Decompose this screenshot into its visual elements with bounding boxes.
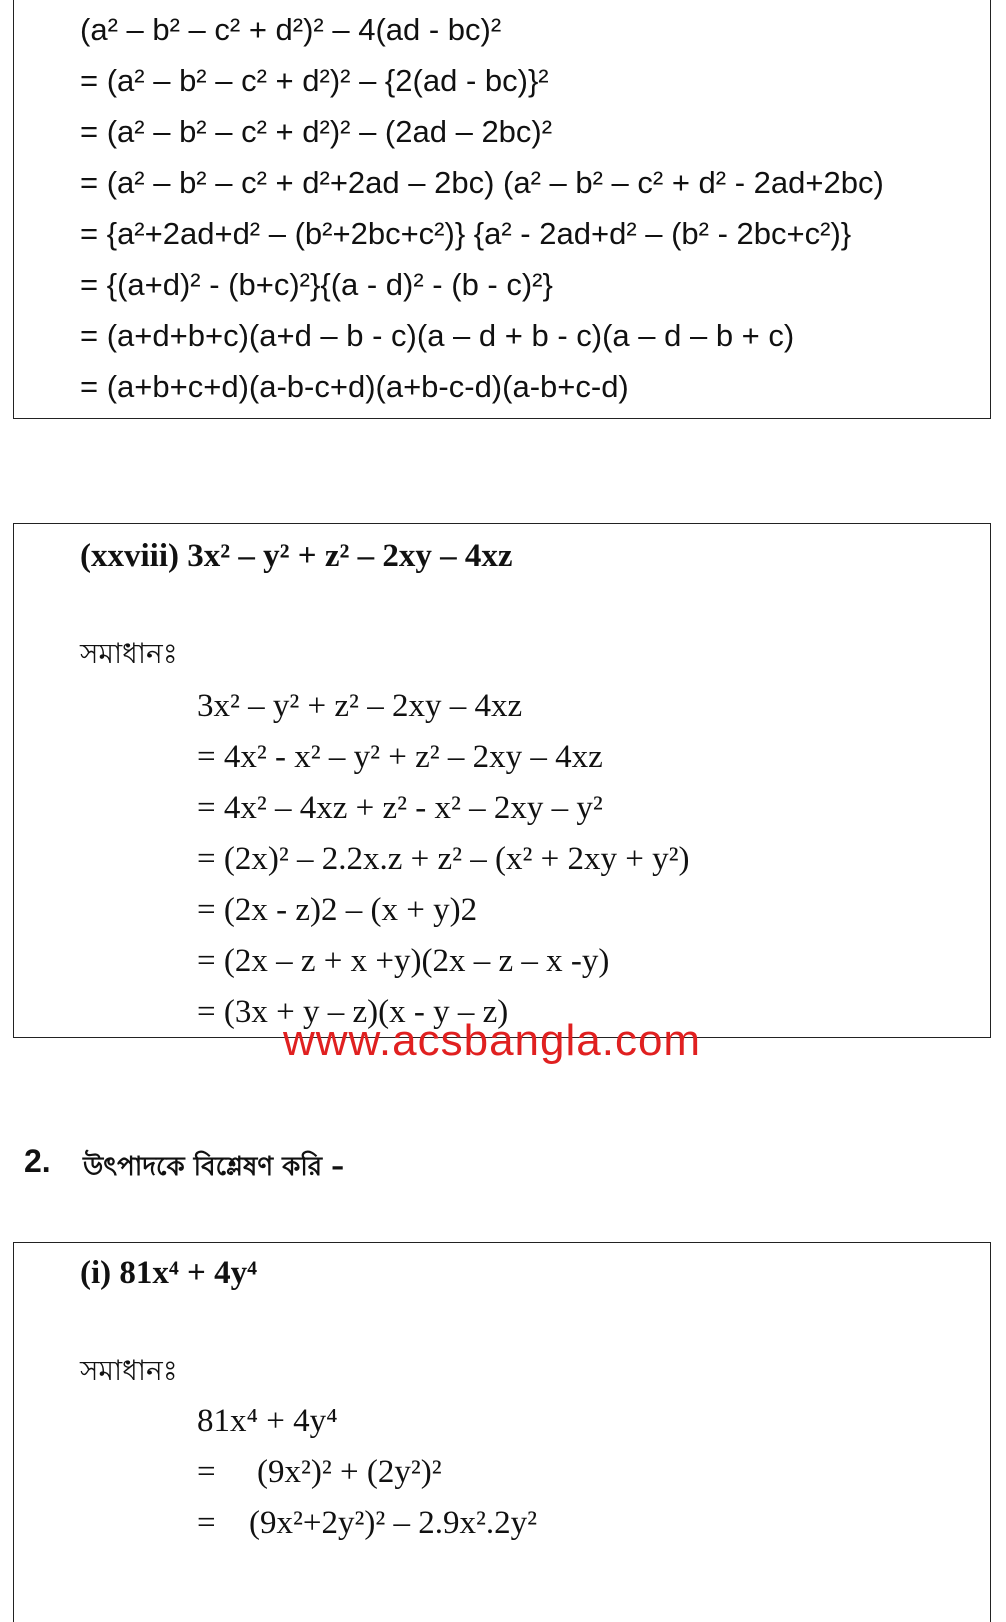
equation-line: = {(a+d)² - (b+c)²}{(a - d)² - (b - c)²} <box>80 267 553 302</box>
equation-line: 3x² – y² + z² – 2xy – 4xz <box>197 688 523 724</box>
equation-line: (a² – b² – c² + d²)² – 4(ad - bc)² <box>80 12 502 47</box>
solution-box-3 <box>13 1242 991 1622</box>
equation-line: = (2x – z + x +y)(2x – z – x -y) <box>197 943 610 979</box>
equation-step <box>197 1503 537 1543</box>
equals-sign: = <box>197 1505 216 1541</box>
equation-line: = (a² – b² – c² + d²+2ad – 2bc) (a² – b² – c² + d² - 2ad+2bc) <box>80 165 884 200</box>
equation-line: = (a² – b² – c² + d²)² – (2ad – 2bc)² <box>80 114 553 149</box>
step-expression: (9x²)² + (2y²)² <box>257 1454 442 1490</box>
question-text: উৎপাদকে বিশ্লেষণ করি – <box>83 1152 345 1182</box>
equation-line: = (a+b+c+d)(a-b-c+d)(a+b-c-d)(a-b+c-d) <box>80 369 629 404</box>
problem-heading: (i) 81x⁴ + 4y⁴ <box>80 1255 257 1291</box>
equation-step <box>197 1452 442 1492</box>
step-expression: (9x²+2y²)² – 2.9x².2y² <box>249 1505 538 1541</box>
equation-line: = 4x² – 4xz + z² - x² – 2xy – y² <box>197 790 603 826</box>
equation-line: = (2x - z)2 – (x + y)2 <box>197 892 478 928</box>
solution-box-2 <box>13 523 991 1038</box>
equation-line: = {a²+2ad+d² – (b²+2bc+c²)} {a² - 2ad+d² – (b² - 2bc+c²)} <box>80 216 852 251</box>
solution-label: সমাধানঃ <box>80 637 178 670</box>
solution-box-1 <box>13 0 991 419</box>
equation-line: = 4x² - x² – y² + z² – 2xy – 4xz <box>197 739 603 775</box>
question-number: 2. <box>24 1143 51 1179</box>
equation-line: = (a² – b² – c² + d²)² – {2(ad - bc)}² <box>80 63 549 98</box>
equals-sign: = <box>197 1454 216 1490</box>
equation-line: = (a+d+b+c)(a+d – b - c)(a – d + b - c)(a – d – b + c) <box>80 318 795 353</box>
problem-heading: (xxviii) 3x² – y² + z² – 2xy – 4xz <box>80 538 513 574</box>
solution-label: সমাধানঃ <box>80 1354 178 1387</box>
equation-line: = (2x)² – 2.2x.z + z² – (x² + 2xy + y²) <box>197 841 690 877</box>
equation-line: = (3x + y – z)(x - y – z) <box>197 994 509 1030</box>
watermark-url: www.acsbangla.com <box>283 1016 702 1065</box>
equation-line: 81x⁴ + 4y⁴ <box>197 1403 338 1439</box>
